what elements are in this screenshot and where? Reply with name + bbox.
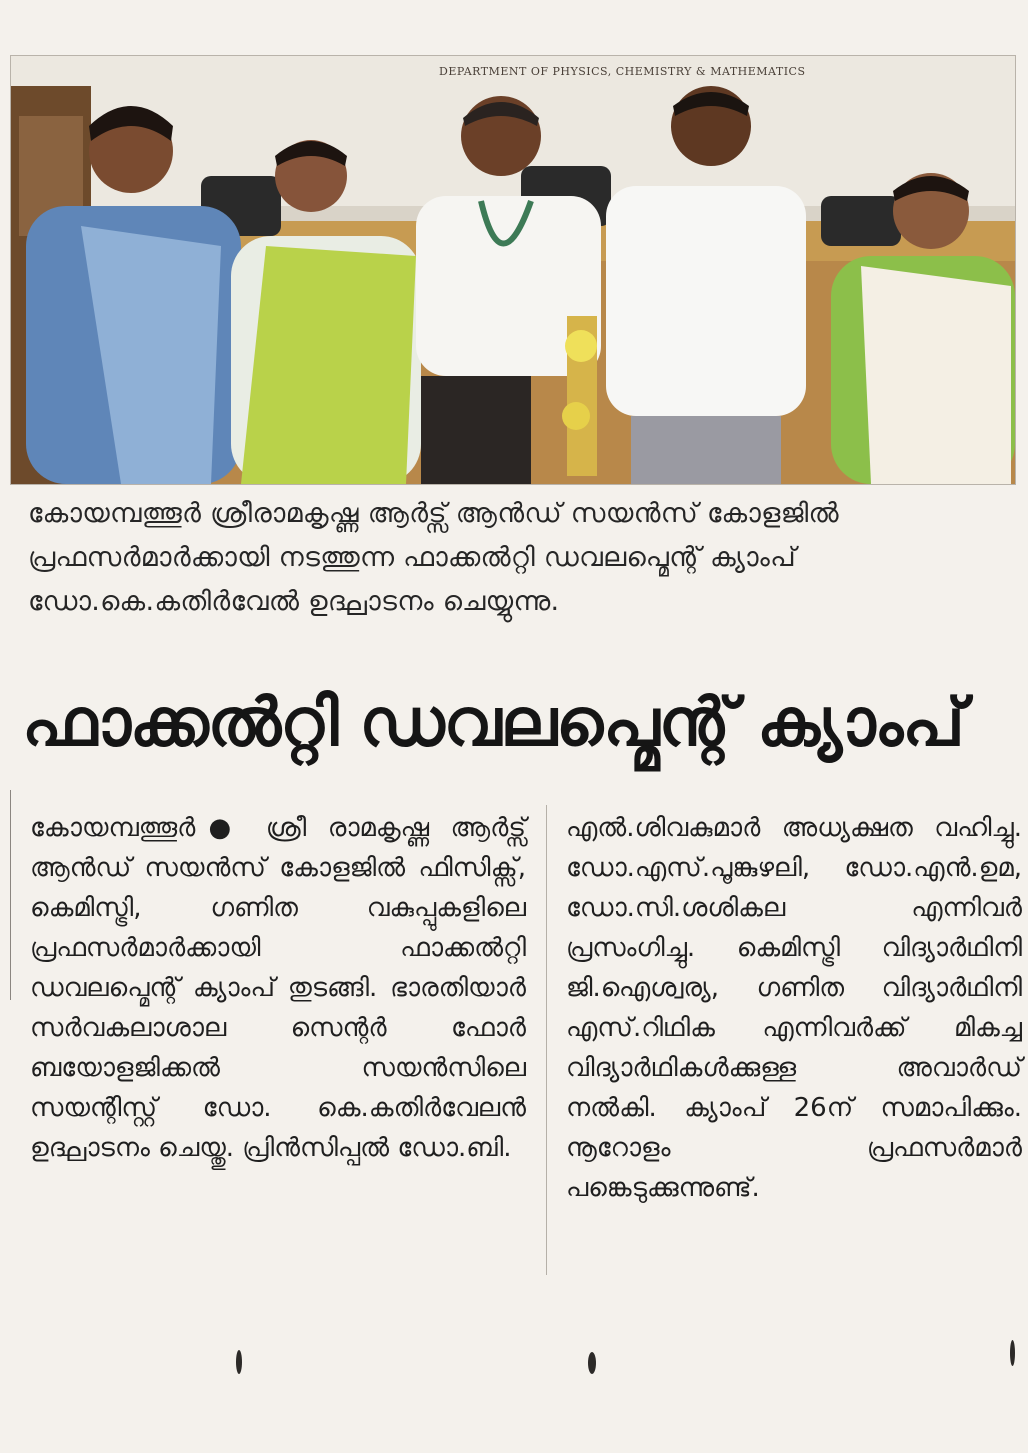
column-rule-middle — [546, 805, 547, 1275]
column-rule-left — [10, 790, 11, 1000]
article-body-column-left: കോയമ്പത്തൂർ● ശ്രീ രാമകൃഷ്ണ ആർട്സ് ആൻഡ് സയൻസ് കോളജിൽ ഫിസിക്സ്, കെമിസ്ട്രി, ഗണിത വകുപ്പുകളിലെ പ്രഫസർമാർക്കായി ഫാക്കൽറ്റി ഡവലപ്മെന്റ് ക്യാംപ് തുടങ്ങി. ഭാരതിയാർ സർവകലാശാല സെന്റർ ഫോർ ബയോളജിക്കൽ സയൻസിലെ സയന്റിസ്റ്റ് ഡോ. കെ.കതിർവേലൻ ഉദ്ഘാടനം ചെയ്തു. പ്രിൻസിപ്പൽ ഡോ.ബി. — [30, 813, 526, 1163]
news-photo — [10, 55, 1016, 485]
photo-caption: കോയമ്പത്തൂർ ശ്രീരാമകൃഷ്ണ ആർട്സ് ആൻഡ് സയൻസ് കോളജിൽ പ്രഫസർമാർക്കായി നടത്തുന്ന ഫാക്കൽറ്റി ഡവലപ്മെന്റ് ക്യാംപ് ഡോ.കെ.കതിർവേൽ ഉദ്ഘാടനം ചെയ്യുന്നു. — [28, 498, 839, 617]
article-body-column-right: എൽ.ശിവകുമാർ അധ്യക്ഷത വഹിച്ചു. ഡോ.എസ്.പൂങ്കുഴലി, ഡോ.എൻ.ഉമ, ഡോ.സി.ശശികല എന്നിവർ പ്രസംഗിച്ചു. കെമിസ്ട്രി വിദ്യാർഥിനി ജി.ഐശ്വര്യ, ഗണിത വിദ്യാർഥിനി എസ്.റിഥിക എന്നിവർക്ക് മികച്ച വിദ്യാർഥികൾക്കുള്ള അവാർഡ് നൽകി. ക്യാംപ് 26ന് സമാപിക്കും. നൂറോളം പ്രഫസർമാർ പങ്കെടുക്കുന്നുണ്ട്. — [566, 813, 1022, 1203]
article-headline: ഫാക്കൽറ്റി ഡവലപ്മെന്റ് ക്യാംപ് — [22, 684, 964, 761]
group-photo-illustration — [11, 56, 1015, 484]
photo-banner-text: DEPARTMENT OF PHYSICS, CHEMISTRY & MATHEMATICS — [439, 65, 806, 78]
